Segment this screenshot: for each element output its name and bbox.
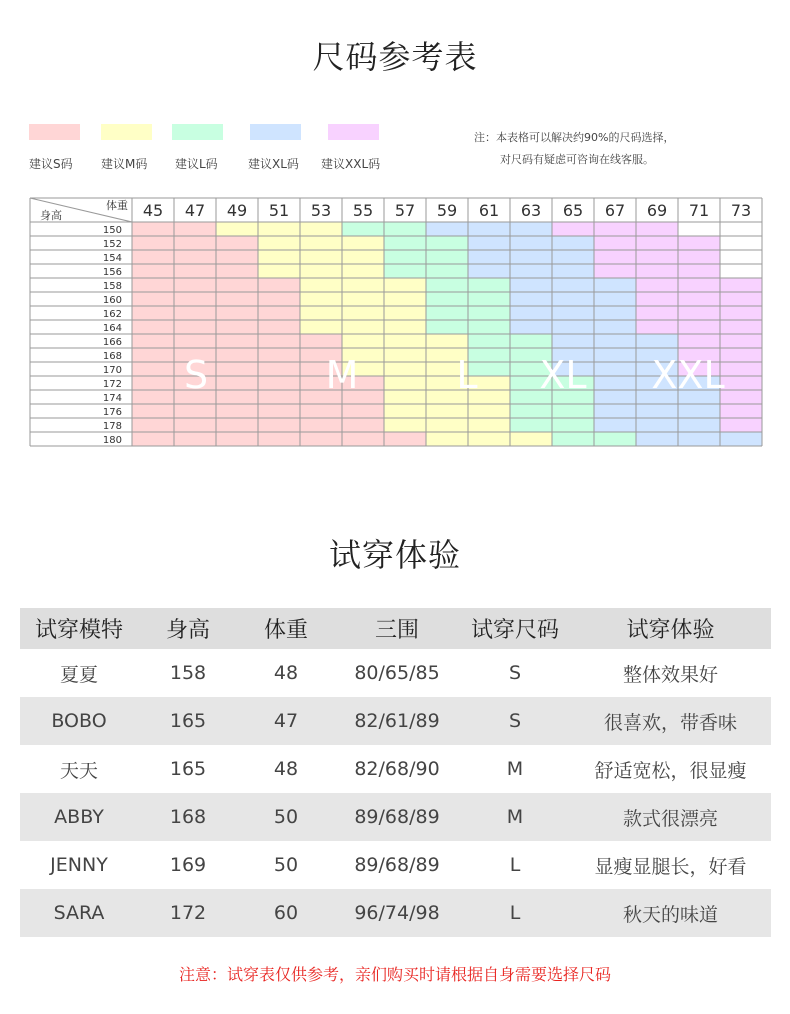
size-cell-m — [300, 236, 342, 250]
size-cell-xxl — [720, 348, 762, 362]
size-cell-s — [132, 250, 174, 264]
legend-label-l: 建议L码 — [175, 157, 218, 171]
size-chart-title: 尺码参考表 — [312, 38, 478, 76]
trial-cell: 169 — [169, 854, 207, 876]
size-cell-s — [216, 432, 258, 446]
size-cell-s — [300, 334, 342, 348]
size-cell-m — [384, 348, 426, 362]
trial-cell: 158 — [169, 662, 207, 684]
size-cell-xxl — [678, 292, 720, 306]
size-cell-xl — [510, 264, 552, 278]
size-cell-xl — [594, 418, 636, 432]
size-cell-m — [258, 222, 300, 236]
table-row — [20, 841, 771, 889]
size-cell-xxl — [594, 222, 636, 236]
trial-cell: 48 — [273, 662, 299, 684]
height-label: 154 — [102, 253, 122, 264]
size-cell-l — [426, 306, 468, 320]
height-label: 176 — [102, 407, 122, 418]
size-cell-xxl — [720, 404, 762, 418]
size-cell-l — [384, 236, 426, 250]
height-label: 172 — [102, 379, 122, 390]
size-cell-xxl — [678, 278, 720, 292]
size-cell-xl — [552, 236, 594, 250]
size-cell-xl — [468, 222, 510, 236]
size-zone-label-s: S — [183, 353, 209, 397]
size-cell-s — [258, 306, 300, 320]
size-cell-s — [216, 334, 258, 348]
size-chart-grid — [0, 0, 790, 470]
legend-label-xxl: 建议XXL码 — [321, 157, 381, 171]
size-cell-m — [426, 432, 468, 446]
table-row — [20, 793, 771, 841]
size-cell-m — [426, 418, 468, 432]
size-cell-m — [342, 292, 384, 306]
size-cell-s — [258, 334, 300, 348]
size-cell-s — [216, 278, 258, 292]
size-cell-s — [258, 432, 300, 446]
height-label: 178 — [102, 421, 122, 432]
size-zone-label-xl: XL — [539, 353, 587, 397]
trial-cell: 舒适宽松，很显瘦 — [594, 759, 747, 782]
size-cell-s — [216, 418, 258, 432]
size-cell-l — [426, 264, 468, 278]
size-cell-l — [468, 278, 510, 292]
size-cell-xl — [510, 236, 552, 250]
size-cell-s — [216, 348, 258, 362]
size-cell-m — [342, 264, 384, 278]
height-label: 160 — [102, 295, 122, 306]
size-cell-s — [174, 320, 216, 334]
size-cell-s — [216, 404, 258, 418]
trial-cell: 60 — [238, 889, 334, 937]
size-cell-s — [216, 236, 258, 250]
size-cell-l — [510, 404, 552, 418]
size-cell-s — [258, 292, 300, 306]
size-cell-m — [384, 306, 426, 320]
trial-cell: 整体效果好 — [622, 663, 718, 686]
weight-header: 73 — [730, 201, 752, 220]
size-cell-s — [132, 236, 174, 250]
size-cell-m — [342, 250, 384, 264]
note-line-1: 注：本表格可以解决约90%的尺码选择， — [474, 131, 675, 144]
size-cell-s — [132, 418, 174, 432]
trial-table — [20, 608, 771, 937]
trial-header-cell: 试穿体验 — [570, 608, 771, 649]
trial-cell: 显瘦显腿长，好看 — [594, 855, 747, 878]
height-label: 180 — [102, 435, 122, 446]
size-cell-s — [258, 418, 300, 432]
trial-cell: 秋天的味道 — [570, 889, 771, 937]
size-cell-s — [132, 348, 174, 362]
size-cell-xxl — [552, 222, 594, 236]
size-cell-s — [216, 320, 258, 334]
size-cell-xxl — [678, 250, 720, 264]
size-cell-s — [174, 236, 216, 250]
size-cell-xxl — [594, 264, 636, 278]
height-label: 164 — [102, 323, 122, 334]
size-cell-s — [258, 278, 300, 292]
weight-header: 63 — [520, 201, 542, 220]
size-cell-s — [174, 306, 216, 320]
size-cell-xl — [594, 362, 636, 376]
size-cell-xl — [594, 404, 636, 418]
size-cell-xl — [510, 278, 552, 292]
size-cell-xxl — [636, 236, 678, 250]
table-row — [20, 745, 771, 793]
size-cell-xxl — [720, 390, 762, 404]
size-cell-m — [342, 278, 384, 292]
trial-title: 试穿体验 — [328, 536, 461, 574]
size-cell-l — [468, 306, 510, 320]
size-cell-m — [300, 306, 342, 320]
size-cell-m — [342, 334, 384, 348]
size-zone-label-xxl: XXL — [651, 353, 725, 397]
weight-header: 47 — [184, 201, 206, 220]
size-cell-xxl — [636, 306, 678, 320]
size-cell-s — [132, 264, 174, 278]
size-cell-l — [468, 292, 510, 306]
size-cell-m — [342, 306, 384, 320]
size-cell-xl — [636, 432, 678, 446]
legend-label-s: 建议S码 — [29, 157, 73, 171]
size-cell-s — [300, 418, 342, 432]
trial-cell: BOBO — [20, 697, 138, 745]
size-cell-s — [258, 404, 300, 418]
size-cell-xl — [468, 264, 510, 278]
size-cell-xxl — [678, 306, 720, 320]
size-cell-s — [132, 404, 174, 418]
size-cell-s — [216, 390, 258, 404]
size-cell-xl — [552, 320, 594, 334]
size-cell-xl — [510, 292, 552, 306]
size-cell-m — [384, 320, 426, 334]
trial-header-cell: 试穿模特 — [20, 608, 138, 649]
size-cell-m — [258, 250, 300, 264]
size-cell-m — [300, 264, 342, 278]
size-cell-s — [132, 376, 174, 390]
size-cell-xl — [552, 278, 594, 292]
size-cell-l — [384, 222, 426, 236]
size-cell-s — [258, 390, 300, 404]
size-cell-xxl — [636, 222, 678, 236]
size-cell-s — [216, 292, 258, 306]
size-cell-s — [342, 418, 384, 432]
size-cell-xl — [594, 292, 636, 306]
size-cell-m — [300, 292, 342, 306]
size-cell-xl — [636, 418, 678, 432]
size-cell-s — [132, 334, 174, 348]
size-cell-s — [342, 432, 384, 446]
size-cell-s — [132, 278, 174, 292]
size-cell-s — [132, 222, 174, 236]
size-cell-s — [174, 264, 216, 278]
weight-header: 55 — [352, 201, 374, 220]
trial-cell: 82/61/89 — [334, 697, 460, 745]
height-label: 152 — [102, 239, 122, 250]
size-cell-s — [132, 390, 174, 404]
size-cell-m — [300, 250, 342, 264]
trial-header-cell: 试穿尺码 — [460, 608, 570, 649]
size-cell-m — [468, 432, 510, 446]
size-cell-m — [300, 320, 342, 334]
weight-header: 67 — [604, 201, 626, 220]
size-cell-xl — [678, 418, 720, 432]
trial-cell: SARA — [20, 889, 138, 937]
size-cell-xl — [510, 320, 552, 334]
size-cell-s — [174, 432, 216, 446]
size-cell-xxl — [720, 362, 762, 376]
size-cell-xxl — [720, 320, 762, 334]
height-label: 170 — [102, 365, 122, 376]
size-cell-m — [468, 418, 510, 432]
trial-cell: 165 — [138, 697, 238, 745]
corner-height-label: 身高 — [40, 209, 62, 222]
size-cell-xxl — [594, 250, 636, 264]
size-cell-xl — [720, 432, 762, 446]
trial-header-row — [20, 608, 771, 649]
size-cell-s — [132, 320, 174, 334]
size-cell-xxl — [678, 334, 720, 348]
trial-header-cell: 三围 — [334, 608, 460, 649]
size-cell-xl — [594, 306, 636, 320]
trial-cell: 48 — [273, 758, 299, 780]
size-cell-xl — [468, 236, 510, 250]
size-cell-xl — [678, 432, 720, 446]
height-label: 166 — [102, 337, 122, 348]
legend-label-m: 建议M码 — [101, 157, 148, 171]
size-cell-xl — [636, 404, 678, 418]
size-cell-m — [384, 404, 426, 418]
size-cell-s — [174, 278, 216, 292]
size-cell-m — [426, 334, 468, 348]
trial-cell: 80/65/85 — [354, 662, 440, 684]
size-cell-xl — [594, 278, 636, 292]
trial-cell: L — [460, 889, 570, 937]
height-label: 158 — [102, 281, 122, 292]
size-cell-s — [384, 432, 426, 446]
size-cell-m — [342, 236, 384, 250]
legend-label-xl: 建议XL码 — [248, 157, 299, 171]
weight-header: 49 — [226, 201, 248, 220]
trial-cell: S — [508, 662, 522, 684]
table-row — [20, 889, 771, 937]
size-cell-xl — [594, 334, 636, 348]
size-cell-xxl — [678, 236, 720, 250]
size-cell-s — [132, 432, 174, 446]
size-zone-label-m: M — [325, 353, 359, 397]
size-cell-xl — [594, 376, 636, 390]
size-cell-l — [552, 404, 594, 418]
trial-cell: M — [460, 793, 570, 841]
size-cell-l — [426, 236, 468, 250]
size-cell-xl — [552, 306, 594, 320]
trial-cell: L — [509, 854, 521, 876]
trial-header-cell: 体重 — [238, 608, 334, 649]
size-cell-xxl — [720, 278, 762, 292]
trial-cell: 50 — [238, 793, 334, 841]
size-cell-xl — [552, 264, 594, 278]
trial-cell: S — [460, 697, 570, 745]
size-cell-xl — [636, 334, 678, 348]
size-cell-l — [342, 222, 384, 236]
size-cell-xxl — [636, 320, 678, 334]
size-cell-m — [258, 264, 300, 278]
size-cell-s — [258, 362, 300, 376]
trial-cell: 168 — [138, 793, 238, 841]
trial-cell: ABBY — [20, 793, 138, 841]
size-cell-m — [216, 222, 258, 236]
size-cell-xxl — [636, 264, 678, 278]
trial-cell: 很喜欢，带香味 — [570, 697, 771, 745]
trial-cell: 89/68/89 — [354, 854, 440, 876]
size-cell-xl — [594, 348, 636, 362]
size-cell-xl — [594, 390, 636, 404]
size-cell-s — [216, 362, 258, 376]
size-cell-m — [384, 362, 426, 376]
weight-header: 45 — [142, 201, 164, 220]
size-cell-m — [426, 404, 468, 418]
weight-header: 51 — [268, 201, 290, 220]
size-cell-l — [468, 334, 510, 348]
weight-header: 61 — [478, 201, 500, 220]
size-cell-xl — [552, 292, 594, 306]
weight-header: 65 — [562, 201, 584, 220]
trial-cell: 47 — [238, 697, 334, 745]
size-cell-s — [300, 404, 342, 418]
size-cell-s — [132, 306, 174, 320]
size-cell-l — [426, 320, 468, 334]
size-cell-xl — [552, 334, 594, 348]
size-cell-s — [174, 334, 216, 348]
trial-cell: 165 — [169, 758, 207, 780]
size-cell-l — [426, 278, 468, 292]
size-cell-m — [468, 404, 510, 418]
size-cell-s — [216, 250, 258, 264]
size-cell-l — [468, 320, 510, 334]
size-cell-xl — [510, 250, 552, 264]
size-cell-m — [342, 320, 384, 334]
table-row — [20, 697, 771, 745]
size-cell-s — [258, 320, 300, 334]
size-cell-l — [552, 418, 594, 432]
size-cell-m — [384, 278, 426, 292]
size-cell-xl — [510, 306, 552, 320]
size-cell-xl — [426, 222, 468, 236]
weight-header: 53 — [310, 201, 332, 220]
trial-cell: JENNY — [50, 854, 108, 876]
size-cell-xl — [678, 404, 720, 418]
weight-header: 59 — [436, 201, 458, 220]
size-cell-xxl — [720, 418, 762, 432]
size-cell-s — [174, 222, 216, 236]
size-cell-s — [174, 404, 216, 418]
size-cell-s — [258, 348, 300, 362]
size-cell-m — [258, 236, 300, 250]
size-cell-xxl — [636, 278, 678, 292]
trial-cell: 89/68/89 — [334, 793, 460, 841]
height-label: 162 — [102, 309, 122, 320]
height-label: 174 — [102, 393, 122, 404]
size-cell-l — [510, 418, 552, 432]
size-cell-s — [174, 418, 216, 432]
size-cell-m — [384, 376, 426, 390]
size-cell-s — [174, 250, 216, 264]
size-cell-s — [216, 264, 258, 278]
size-cell-m — [300, 222, 342, 236]
size-cell-xxl — [720, 306, 762, 320]
size-cell-m — [384, 390, 426, 404]
trial-cell: 82/68/90 — [354, 758, 440, 780]
trial-cell: 款式很漂亮 — [570, 793, 771, 841]
weight-header: 57 — [394, 201, 416, 220]
size-cell-xxl — [594, 236, 636, 250]
height-label: 150 — [102, 225, 122, 236]
trial-cell: 172 — [138, 889, 238, 937]
trial-cell: M — [506, 758, 524, 780]
size-cell-s — [132, 362, 174, 376]
size-cell-xxl — [636, 250, 678, 264]
trial-header-cell: 身高 — [138, 608, 238, 649]
size-cell-l — [384, 250, 426, 264]
height-label: 156 — [102, 267, 122, 278]
size-cell-m — [300, 278, 342, 292]
size-cell-xl — [468, 250, 510, 264]
size-cell-m — [510, 432, 552, 446]
corner-weight-label: 体重 — [106, 199, 128, 212]
size-cell-xl — [552, 250, 594, 264]
size-cell-l — [552, 432, 594, 446]
size-cell-xxl — [720, 334, 762, 348]
table-row — [20, 649, 771, 697]
size-cell-s — [132, 292, 174, 306]
size-cell-s — [258, 376, 300, 390]
size-cell-xxl — [636, 292, 678, 306]
size-cell-l — [426, 292, 468, 306]
size-cell-m — [384, 292, 426, 306]
size-zone-label-l: L — [456, 353, 478, 397]
trial-cell: 96/74/98 — [334, 889, 460, 937]
size-cell-s — [300, 432, 342, 446]
size-cell-xxl — [720, 376, 762, 390]
size-cell-xl — [510, 222, 552, 236]
trial-cell: 天天 — [59, 759, 98, 782]
note-line-2: 对尺码有疑虑可咨询在线客服。 — [500, 153, 654, 166]
size-cell-xxl — [720, 292, 762, 306]
size-cell-xxl — [678, 320, 720, 334]
size-cell-xl — [594, 320, 636, 334]
size-cell-s — [174, 292, 216, 306]
disclaimer-text: 注意：试穿表仅供参考，亲们购买时请根据自身需要选择尺码 — [178, 965, 611, 984]
size-cell-s — [216, 306, 258, 320]
height-label: 168 — [102, 351, 122, 362]
weight-header: 71 — [688, 201, 710, 220]
size-cell-s — [216, 376, 258, 390]
size-cell-l — [384, 264, 426, 278]
weight-header: 69 — [646, 201, 668, 220]
size-cell-s — [342, 404, 384, 418]
size-cell-m — [384, 418, 426, 432]
size-cell-l — [426, 250, 468, 264]
trial-cell: 夏夏 — [59, 663, 98, 686]
size-cell-l — [594, 432, 636, 446]
trial-cell: 50 — [273, 854, 299, 876]
size-cell-m — [384, 334, 426, 348]
size-cell-xxl — [678, 264, 720, 278]
size-cell-l — [510, 334, 552, 348]
